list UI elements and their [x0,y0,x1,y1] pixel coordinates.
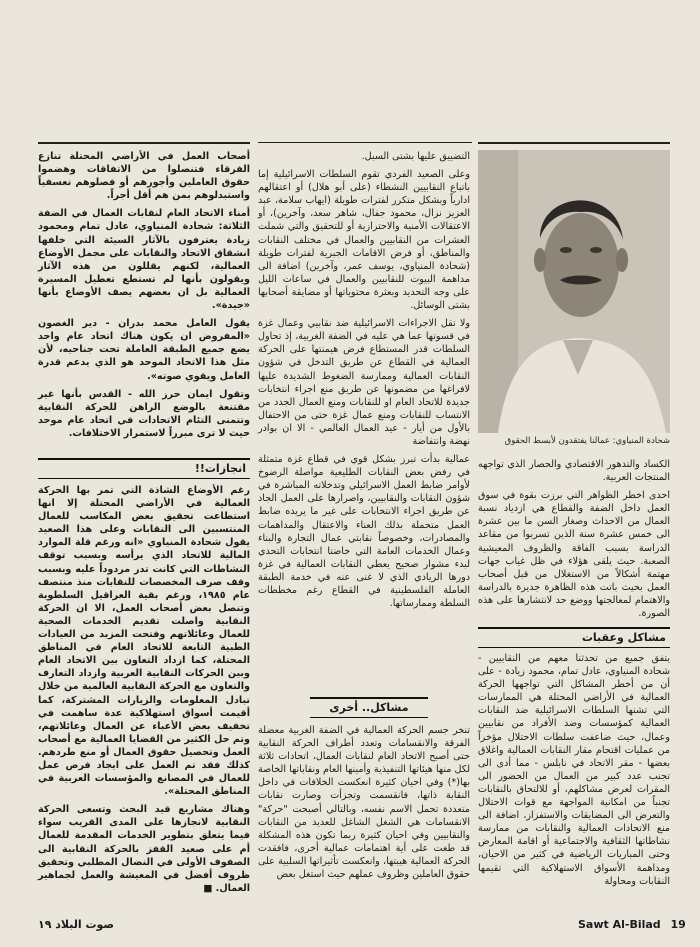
middle-paragraph-1: التضييق عليها بشتى السبل. [361,151,470,162]
left-column-lower [38,484,250,902]
top-rule-left [38,142,250,144]
footer-magazine-name: Sawt Al-Bilad [578,918,661,931]
right-column [478,458,670,620]
left-paragraph-2: أمناء الاتحاد العام لنقابات العمال في الضفة الثلاثة: شحادة المنياوي، عادل تمام ومحمود زيادة يعترفون بالآثار السيئة التي خلفها انشقاق الاتحاد والنقابات على مجمل الأوضاع العمالية، لكنهم يقللون من هذه الآثار ويقولون بأنها لم تستطع تعطيل المسيرة العمالية بل ان بعضهم يصف الأوضاع بأنها «جيدة». [38,208,250,312]
middle-paragraph-2: وعلى الصعيد الفردي تقوم السلطات الاسرائيلية إما باتباع النقابيين النشطاء (على أبو هلال) أو اعتقالهم ادارياً وبشكل متكرر لفترات طويلة (ايهاب سلامة، عبد العزيز نزال، محمود جفال، شاهر سعد، وآخرين)، أو الاعتقالات الأمنية والاحترازية أو للتحقيق والتي شملت العشرات من النقابيين والعمال في مختلف النقابات والمناطق، أو فرض الاقامات الجبرية لفترات طويلة (شحادة المنياوي، يوسف عمر، وآخرين) اضافة الى مداهمة البيوت للنقابيين والعمال في ساعات الليل على وجه التحديد وبعثرة محتوياتها أو مضايقة أصحابها بشتى الوسائل. [258,169,470,312]
middle-paragraph-4: عمالية بدأت تبرز بشكل قوي في قطاع غزة متمثلة في رفض بعض النقابات الطليعية مواصلة الرضوخ لأوامر ضابط العمل الاسرائيلي وتدخلاته المباشرة في شؤون النقابات والنقابيين، واصرارها على العمل الجاد عن طريق اجراء الانتخابات على غير ما يريده ضابط العمل متحملة بذلك العناء والاعتقال والمداهمات والمصادرات، وخصوصاً نقابتي عمال التجارة والبناء وعمال الخدمات العامة التي خاضتا انتخابات التحدي لبدء مشوار صحيح يعطي النقابات العمالية في غزة دورها الريادي الذي لا غنى عنه في خدمة الطبقة العاملة الفلسطينية في القطاع رغم مخططات السلطة وممارساتها. [258,454,470,610]
footer-right [578,918,686,931]
left-paragraph-6: وهناك مشاريع قيد البحث وتسعى الحركة النقابية لانجازها على المدى القريب سواء فيما يتعلق بتطوير الخدمات المقدمة للعمال أم على صعيد القفز بالحركة النقابية الى الصفوف الأولى في النضال المطلبي وتحقيق ظروف أفضل في المعيشة والعمل لجماهير العمال. ■ [38,804,250,894]
right-paragraph-1: احدى اخطر الظواهر التي برزت بقوة في سوق العمل داخل الضفة والقطاع هي ازدياد نسبة العمال من الاحداث وصغار السن ما بين عشرة الى خمس عشرة سنة الذين تسربوا من مقاعد الدراسة بسبب الفاقة والظروف المعيشية الصعبة. حيث يلقى هؤلاء في ظل غياب جهات مهتمة أشكالاً من الاستغلال من قبل أصحاب العمل بحيث باتت هذه الظاهرة جديرة بالدراسة والاهتمام لمعالجتها ووضع حد لانتشارها على هذه الصورة. [478,490,670,620]
middle-paragraph-5: تنخر جسم الحركة العمالية في الضفة الغربية معضلة الفرقة والانقسامات وتعدد أطراف الحركة النقابية حتى أصبح الاتحاد العام لنقابات العمال، اتحادات ثلاثة لكل منها هيئاتها التنفيذية وأمينها العام ونقاباتها الخاصة بها(*) وفي احيان كثيرة انعكست الخلافات في داخل النقابة ذاتها، فانقسمت وتجزأت وصارت نقابات متعددة تحمل الاسم نفسه، وبالتالي أصبحت "حركة" الانقسامات هي الشغل الشاغل للعديد من النقابات والنقابيين وفي احيان كثيرة ربما تكون هذه المشكلة قد طغت على أية اهتمامات عمالية أخرى، فافقدت الحركة العمالية هيبتها، وانعكست تأثيراتها السلبية على حقوق العاملين وظروف عملهم حيث استغل بعض [258,725,470,881]
right-section-heading: مشاكل وعقبات [478,627,670,648]
left-paragraph-4: وتقول ايمان حرز الله - القدس بأنها غير مقتنعة بالوضع الراهن للحركة النقابية وتتمنى التئام الاتحادات في اتحاد عام موحد حيث لا ترى مبرراً لاستمرار الاختلافات. [38,388,250,439]
top-rule-right [478,142,670,144]
footer-left [38,918,114,931]
middle-column-upper [258,150,470,668]
portrait-photo [478,150,670,433]
footer-page-number: 19 [670,918,686,931]
photo-caption: شحادة المنياوي: عمالنا يفتقدون لأبسط الحقوق [504,436,670,446]
left-column-upper [38,150,250,455]
right-paragraph-2: يتفق جميع من تحدثنا معهم من النقابيين - شحادة المنياوي، عادل تمام، محمود زيادة - على أن من أخطر المشاكل التي تواجهها الحركة العمالية في الأراضي المحتلة هي الممارسات التي تشنها السلطات الاسرائيلية ضد النقابات العمالية كمؤسسات وضد الأفراد من نقابيين وعمال، حيث ضاعفت سلطات الاحتلال مؤخراً من عمليات اقتحام مقار النقابات العمالية واغلاق بعضها - مقر الاتحاد في نابلس - مما أدى الى تجنب عدد كبير من العمال من الحضور الى المقرات لعرض مشاكلهم، أو للالتحاق بالنقابات تجنباً من امكانية المواجهة مع قوات الاحتلال والتعرض الى المضايقات والاستفزاز، اضافة الى منع الاتحادات العمالية والنقابات من ممارسة نشاطاتها الثقافية والاجتماعية أو اقامة المعارض وحتى المباريات الرياضية في كثير من الاحيان، ومداهمة الأسواق الاستهلاكية التي تقيمها النقابات ومحاولة [478,653,670,887]
top-rule-middle [258,142,472,143]
left-paragraph-5: رغم الأوضاع الشاذة التي تمر بها الحركة العمالية في الأراضي المحتلة إلا انها استطاعت تحقيق بعض المكاسب للعمال المنتسبين الى النقابات وعلى هذا الصعيد يقول شحادة المنياوي «انه ورغم قلة الموارد المالية للاتحاد الذي يرأسه وبسبب توقف النشاطات التي كانت تدر مردوداً عليه وبسبب وقف صرف المخصصات للنقابات منذ منتصف عام ١٩٨٥، ورغم بقية العراقيل السلطوية وتنصل بعض أصحاب العمل، الا ان الحركة النقابية واصلت تقديم الخدمات الصحية للعمال وعائلاتهم وفتحت المزيد من العيادات الطبية التابعة للاتحاد العام في المناطق المحتلة، كما ازداد التعاون بين الاتحاد العام وبين الحركات النقابية العربية وازداد التعارف والتعاون مع الحركة النقابية العالمية من خلال تبادل المعلومات والزيارات المشتركة، كما أقيمت أسواق استهلاكية عدة ساهمت في تخفيف بعض الأعباء عن العمال وعائلاتهم، وتم حل الكثير من القضايا العمالية مع أصحاب العمل وتحصيل حقوق العمال أو منع طردهم. كذلك فقد تم العمل على ايجاد فرص عمل للعمال في المصانع والمؤسسات العربية في المناطق المحتلة». [38,485,250,798]
right-intro: الكساد والتدهور الاقتصادي والحصار الذي تواجهه المنتجات العربية. [478,459,670,484]
left-paragraph-3: يقول العامل محمد بدران - دير الغصون «المفروض ان يكون هناك اتحاد عام واحد يضع جميع الطبقة العاملة تحت جناحيه، لأن مثل هذا الاتحاد الموحد هو الذي يدعم قدرة العامل ويقوي صوته». [38,318,250,382]
left-paragraph-1: أصحاب العمل في الأراضي المحتلة تنازع الفرقاء فتنصلوا من الاتفاقات وهضموا حقوق العاملين وأجورهم أو فصلوهم تعسفياً واستبدلوهم بمن هم أقل أجراً. [38,151,250,202]
portrait-illustration [478,150,670,433]
middle-paragraph-3: ولا تقل الاجراءات الاسرائيلية ضد نقابيي وعمال غزة في قسوتها عما هي عليه في الضفة الغربية، إذ تحاول السلطات قدر المستطاع فرض هيمنتها على الحركة العمالية في القطاع عن طريق التدخل في شؤون النقابات العمالية وممارسة الضغوط الشديدة عليها لافراغها من مضمونها عن طريق منع اجراء انتخابات جديدة للاتحاد العام او للنقابات ومنع العمال الجدد من الانتساب للنقابات ومنع عمال غزة حتى من الاحتفال بالأول من أيار - عيد العمال العالمي - الا ان بوادر نهضة وانتفاضة [258,318,470,447]
footer-arabic-title: صوت البلاد ١٩ [38,918,115,931]
right-column-lower [478,652,670,902]
left-section-heading: انجازات!! [38,458,250,479]
middle-column-lower [258,724,470,902]
middle-section-heading: مشاكل.. أخرى [310,697,428,718]
